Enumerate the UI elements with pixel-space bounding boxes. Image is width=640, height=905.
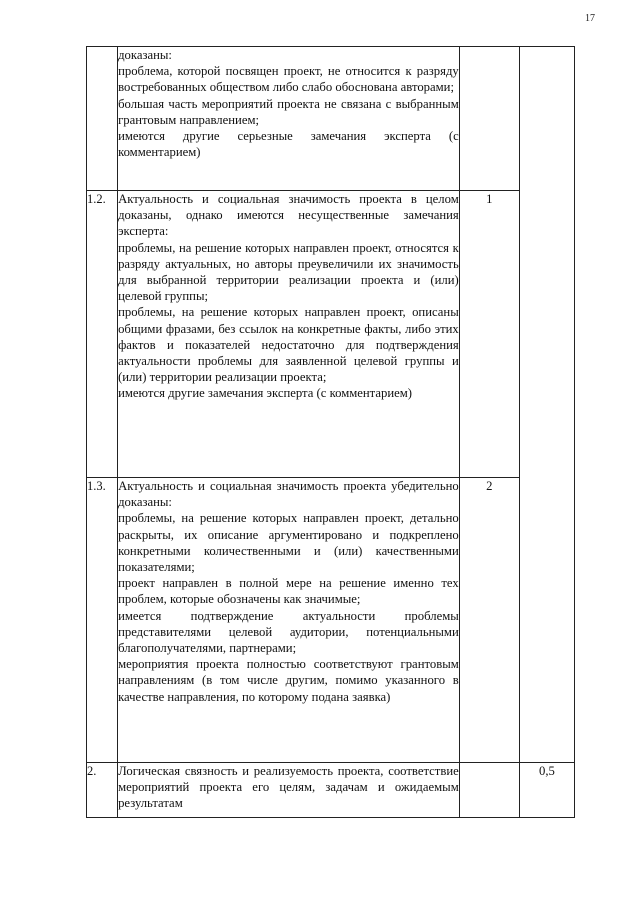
criterion-score: 1 (459, 191, 519, 478)
page-number: 17 (585, 13, 595, 24)
criterion-paragraph: Актуальность и социальная значимость проекта убедительно доказаны: (118, 479, 459, 510)
criterion-paragraph: имеются другие замечания эксперта (с комментарием) (118, 386, 413, 401)
criterion-paragraph: имеются другие серьезные замечания эксперта (с комментарием) (118, 129, 459, 160)
criterion-description (118, 191, 460, 478)
criterion-weight (519, 47, 574, 763)
criterion-paragraph: проблемы, на решение которых направлен проект, описаны общими фразами, без ссылок на конкретные факты, либо этих фактов и показателей недостаточно для подтверждения актуальности проблемы для заявленной целевой группы и (или) территории реализации проекта; (118, 305, 459, 385)
criterion-number: 1.3. (87, 478, 118, 763)
criterion-paragraph: большая часть мероприятий проекта не связана с выбранным грантовым направлением; (118, 96, 459, 127)
criterion-paragraph: проект направлен в полной мере на решение именно тех проблем, которые обозначены как значимые; (118, 576, 459, 607)
table-row (87, 47, 575, 191)
criterion-score: 2 (459, 478, 519, 763)
table-row (87, 191, 575, 478)
criterion-paragraph: имеется подтверждение актуальности проблемы представителями целевой аудитории, потенциальными благополучателями, партнерами; (118, 608, 459, 656)
criterion-paragraph: доказаны: (118, 48, 172, 62)
criterion-number: 2. (87, 763, 118, 818)
criterion-paragraph: Актуальность и социальная значимость проекта в целом доказаны, однако имеются несущественные замечания эксперта: (118, 192, 459, 239)
criterion-number: 1.2. (87, 191, 118, 478)
criterion-number (87, 47, 118, 191)
criterion-paragraph: мероприятия проекта полностью соответствуют грантовым направлениям (в том числе другим, помимо указанного в качестве направления, по которому подана заявка) (118, 657, 459, 704)
criterion-description (118, 478, 460, 763)
criterion-description (118, 47, 460, 191)
criterion-score (459, 47, 519, 191)
table-row (87, 478, 575, 763)
criterion-paragraph: проблемы, на решение которых направлен проект, детально раскрыты, их описание аргументировано и подкреплено конкретными количественными и (или) качественными показателями; (118, 511, 459, 575)
criterion-paragraph: проблемы, на решение которых направлен проект, относятся к разряду актуальных, но авторы преувеличили их значимость для выбранной территории реализации проекта и (или) целевой группы; (118, 240, 459, 304)
criterion-score (459, 763, 519, 818)
table-row (87, 763, 575, 818)
criterion-paragraph: проблема, которой посвящен проект, не относится к разряду востребованных обществом либо слабо обоснована авторами; (118, 64, 459, 95)
criterion-description (118, 763, 460, 818)
criterion-weight: 0,5 (519, 763, 574, 818)
criterion-paragraph: Логическая связность и реализуемость проекта, соответствие мероприятий проекта его целям, задачам и ожидаемым результатам (118, 764, 459, 811)
criteria-table (86, 46, 575, 818)
